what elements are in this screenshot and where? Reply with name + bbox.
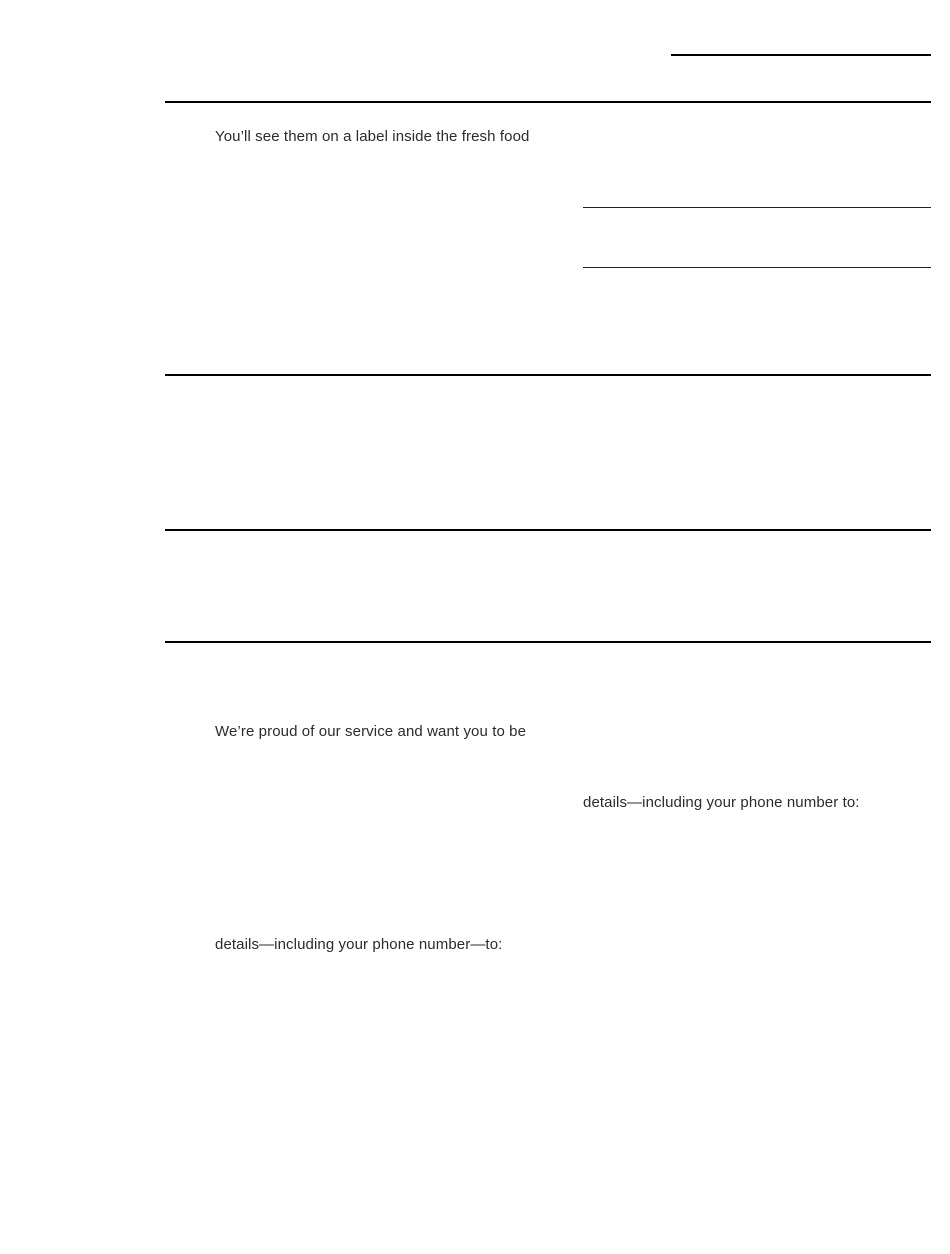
model-serial-location-text: You’ll see them on a label inside the fresh food <box>215 128 530 145</box>
header-rule-short <box>671 54 931 56</box>
model-number-fill-line <box>583 207 931 208</box>
serial-number-fill-line <box>583 267 931 268</box>
section-divider-1 <box>165 101 931 103</box>
section-divider-2 <box>165 374 931 376</box>
service-pride-text: We’re proud of our service and want you to be <box>215 723 527 740</box>
section-divider-4 <box>165 641 931 643</box>
section-divider-3 <box>165 529 931 531</box>
contact-details-left-text: details—including your phone number—to: <box>215 936 503 953</box>
contact-details-right-text: details—including your phone number to: <box>583 794 860 811</box>
